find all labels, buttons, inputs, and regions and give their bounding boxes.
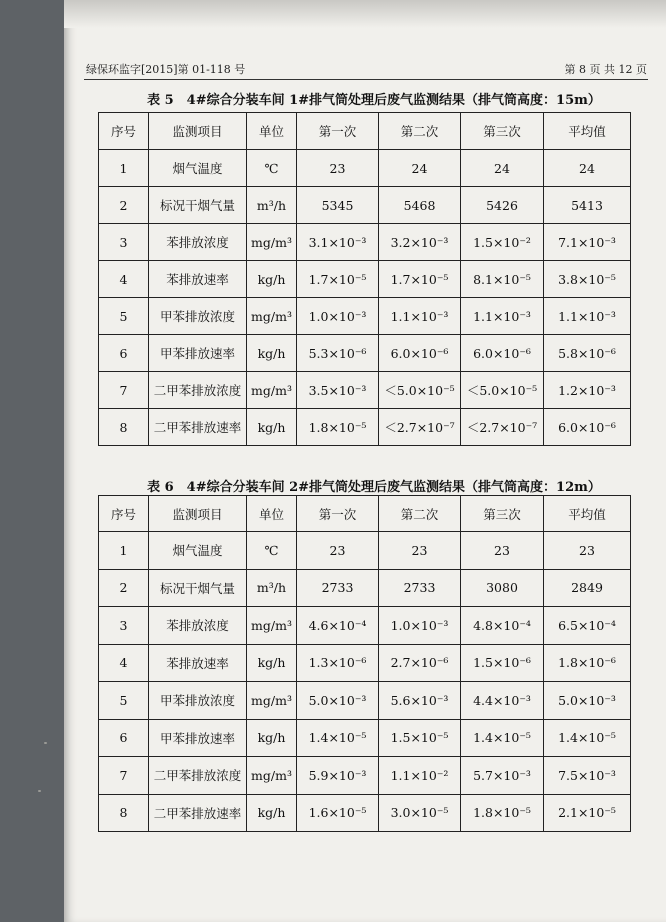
cell: 23 bbox=[297, 532, 379, 570]
cell: 标况干烟气量 bbox=[149, 187, 247, 224]
table5-header-row bbox=[99, 113, 631, 150]
table-row bbox=[99, 794, 631, 832]
cell: 苯排放浓度 bbox=[149, 607, 247, 645]
cell: 1.6×10⁻⁵ bbox=[297, 794, 379, 832]
cell: 甲苯排放速率 bbox=[149, 335, 247, 372]
column-header: 监测项目 bbox=[149, 113, 247, 150]
cell: 2 bbox=[99, 569, 149, 607]
cell: 23 bbox=[544, 532, 631, 570]
table6 bbox=[98, 495, 631, 832]
cell: ＜5.0×10⁻⁵ bbox=[461, 372, 544, 409]
cell: 标况干烟气量 bbox=[149, 569, 247, 607]
cell: 3.1×10⁻³ bbox=[297, 224, 379, 261]
cell: kg/h bbox=[247, 409, 297, 446]
scan-speck bbox=[38, 790, 41, 792]
cell: kg/h bbox=[247, 261, 297, 298]
cell: 2.1×10⁻⁵ bbox=[544, 794, 631, 832]
cell: 4.6×10⁻⁴ bbox=[297, 607, 379, 645]
cell: 1.3×10⁻⁶ bbox=[297, 644, 379, 682]
cell: 6.0×10⁻⁶ bbox=[544, 409, 631, 446]
column-header: 平均值 bbox=[544, 496, 631, 532]
cell: 2.7×10⁻⁶ bbox=[379, 644, 461, 682]
cell: 苯排放速率 bbox=[149, 261, 247, 298]
cell: 1.2×10⁻³ bbox=[544, 372, 631, 409]
cell: 3.8×10⁻⁵ bbox=[544, 261, 631, 298]
cell: 1.7×10⁻⁵ bbox=[379, 261, 461, 298]
cell: mg/m³ bbox=[247, 607, 297, 645]
cell: 烟气温度 bbox=[149, 150, 247, 187]
cell: 24 bbox=[544, 150, 631, 187]
cell: 2 bbox=[99, 187, 149, 224]
cell: 二甲苯排放浓度 bbox=[149, 757, 247, 795]
cell: ＜2.7×10⁻⁷ bbox=[461, 409, 544, 446]
cell: 3.2×10⁻³ bbox=[379, 224, 461, 261]
cell: 1.5×10⁻⁵ bbox=[379, 719, 461, 757]
cell: mg/m³ bbox=[247, 372, 297, 409]
table-row bbox=[99, 224, 631, 261]
cell: 6.0×10⁻⁶ bbox=[379, 335, 461, 372]
cell: 5413 bbox=[544, 187, 631, 224]
column-header: 单位 bbox=[247, 113, 297, 150]
cell: kg/h bbox=[247, 644, 297, 682]
table-row bbox=[99, 644, 631, 682]
cell: 4.4×10⁻³ bbox=[461, 682, 544, 720]
cell: 1.4×10⁻⁵ bbox=[461, 719, 544, 757]
cell: 1.5×10⁻² bbox=[461, 224, 544, 261]
table-row bbox=[99, 187, 631, 224]
cell: 3080 bbox=[461, 569, 544, 607]
cell: 1.1×10⁻² bbox=[379, 757, 461, 795]
cell: 5 bbox=[99, 682, 149, 720]
column-header: 第一次 bbox=[297, 113, 379, 150]
column-header: 第三次 bbox=[461, 496, 544, 532]
cell: 1.1×10⁻³ bbox=[544, 298, 631, 335]
page-indicator: 第 8 页 共 12 页 bbox=[564, 63, 647, 76]
cell: 5.7×10⁻³ bbox=[461, 757, 544, 795]
cell: kg/h bbox=[247, 335, 297, 372]
column-header: 序号 bbox=[99, 113, 149, 150]
cell: 1 bbox=[99, 532, 149, 570]
cell: 8 bbox=[99, 794, 149, 832]
cell: 5.0×10⁻³ bbox=[297, 682, 379, 720]
cell: 6.5×10⁻⁴ bbox=[544, 607, 631, 645]
table6-header-row bbox=[99, 496, 631, 532]
cell: 1.7×10⁻⁵ bbox=[297, 261, 379, 298]
cell: 1.0×10⁻³ bbox=[297, 298, 379, 335]
cell: 二甲苯排放浓度 bbox=[149, 372, 247, 409]
cell: 4 bbox=[99, 261, 149, 298]
table-row bbox=[99, 682, 631, 720]
table-row bbox=[99, 335, 631, 372]
cell: 7.1×10⁻³ bbox=[544, 224, 631, 261]
cell: 23 bbox=[379, 532, 461, 570]
cell: 苯排放速率 bbox=[149, 644, 247, 682]
cell: mg/m³ bbox=[247, 682, 297, 720]
cell: 1.5×10⁻⁶ bbox=[461, 644, 544, 682]
cell: 4 bbox=[99, 644, 149, 682]
cell: 3 bbox=[99, 224, 149, 261]
cell: 5345 bbox=[297, 187, 379, 224]
table-row bbox=[99, 298, 631, 335]
table-row bbox=[99, 607, 631, 645]
cell: ℃ bbox=[247, 150, 297, 187]
column-header: 第二次 bbox=[379, 496, 461, 532]
cell: 甲苯排放浓度 bbox=[149, 298, 247, 335]
cell: 3.5×10⁻³ bbox=[297, 372, 379, 409]
cell: 二甲苯排放速率 bbox=[149, 409, 247, 446]
cell: 6.0×10⁻⁶ bbox=[461, 335, 544, 372]
column-header: 第一次 bbox=[297, 496, 379, 532]
cell: 二甲苯排放速率 bbox=[149, 794, 247, 832]
cell: 1.1×10⁻³ bbox=[379, 298, 461, 335]
cell: 24 bbox=[461, 150, 544, 187]
cell: 1.0×10⁻³ bbox=[379, 607, 461, 645]
cell: 23 bbox=[461, 532, 544, 570]
cell: 7 bbox=[99, 757, 149, 795]
table-row bbox=[99, 757, 631, 795]
cell: 1 bbox=[99, 150, 149, 187]
cell: m³/h bbox=[247, 569, 297, 607]
cell: 6 bbox=[99, 719, 149, 757]
cell: 烟气温度 bbox=[149, 532, 247, 570]
column-header: 序号 bbox=[99, 496, 149, 532]
table-row bbox=[99, 532, 631, 570]
cell: 5.0×10⁻³ bbox=[544, 682, 631, 720]
table5 bbox=[98, 112, 631, 446]
cell: ＜2.7×10⁻⁷ bbox=[379, 409, 461, 446]
column-header: 平均值 bbox=[544, 113, 631, 150]
cell: 5 bbox=[99, 298, 149, 335]
cell: 甲苯排放速率 bbox=[149, 719, 247, 757]
cell: 5468 bbox=[379, 187, 461, 224]
cell: 5.8×10⁻⁶ bbox=[544, 335, 631, 372]
cell: kg/h bbox=[247, 719, 297, 757]
cell: 3.0×10⁻⁵ bbox=[379, 794, 461, 832]
cell: 8.1×10⁻⁵ bbox=[461, 261, 544, 298]
cell: 23 bbox=[297, 150, 379, 187]
cell: 7.5×10⁻³ bbox=[544, 757, 631, 795]
cell: 5.6×10⁻³ bbox=[379, 682, 461, 720]
cell: 1.8×10⁻⁶ bbox=[544, 644, 631, 682]
cell: 6 bbox=[99, 335, 149, 372]
document-page bbox=[64, 0, 666, 922]
cell: 1.8×10⁻⁵ bbox=[461, 794, 544, 832]
table5-caption: 表 5 4#综合分装车间 1#排气筒处理后废气监测结果（排气筒高度：15m） bbox=[147, 93, 601, 108]
cell: 4.8×10⁻⁴ bbox=[461, 607, 544, 645]
column-header: 第三次 bbox=[461, 113, 544, 150]
cell: 1.1×10⁻³ bbox=[461, 298, 544, 335]
cell: mg/m³ bbox=[247, 298, 297, 335]
document-number: 绿保环监字[2015]第 01-118 号 bbox=[86, 63, 246, 76]
cell: 5426 bbox=[461, 187, 544, 224]
cell: 甲苯排放浓度 bbox=[149, 682, 247, 720]
table-row bbox=[99, 569, 631, 607]
cell: 7 bbox=[99, 372, 149, 409]
header-rule bbox=[84, 79, 648, 80]
table-row bbox=[99, 719, 631, 757]
cell: 5.3×10⁻⁶ bbox=[297, 335, 379, 372]
scan-speck bbox=[44, 742, 47, 744]
cell: 2733 bbox=[379, 569, 461, 607]
table-row bbox=[99, 409, 631, 446]
cell: 苯排放浓度 bbox=[149, 224, 247, 261]
cell: 1.4×10⁻⁵ bbox=[544, 719, 631, 757]
cell: mg/m³ bbox=[247, 757, 297, 795]
cell: m³/h bbox=[247, 187, 297, 224]
column-header: 监测项目 bbox=[149, 496, 247, 532]
cell: 1.4×10⁻⁵ bbox=[297, 719, 379, 757]
cell: mg/m³ bbox=[247, 224, 297, 261]
cell: 1.8×10⁻⁵ bbox=[297, 409, 379, 446]
column-header: 第二次 bbox=[379, 113, 461, 150]
cell: kg/h bbox=[247, 794, 297, 832]
column-header: 单位 bbox=[247, 496, 297, 532]
cell: 2849 bbox=[544, 569, 631, 607]
cell: 24 bbox=[379, 150, 461, 187]
table-row bbox=[99, 150, 631, 187]
cell: 5.9×10⁻³ bbox=[297, 757, 379, 795]
table-row bbox=[99, 372, 631, 409]
table6-caption: 表 6 4#综合分装车间 2#排气筒处理后废气监测结果（排气筒高度：12m） bbox=[147, 480, 601, 495]
cell: 3 bbox=[99, 607, 149, 645]
cell: ℃ bbox=[247, 532, 297, 570]
cell: 8 bbox=[99, 409, 149, 446]
table-row bbox=[99, 261, 631, 298]
cell: ＜5.0×10⁻⁵ bbox=[379, 372, 461, 409]
cell: 2733 bbox=[297, 569, 379, 607]
